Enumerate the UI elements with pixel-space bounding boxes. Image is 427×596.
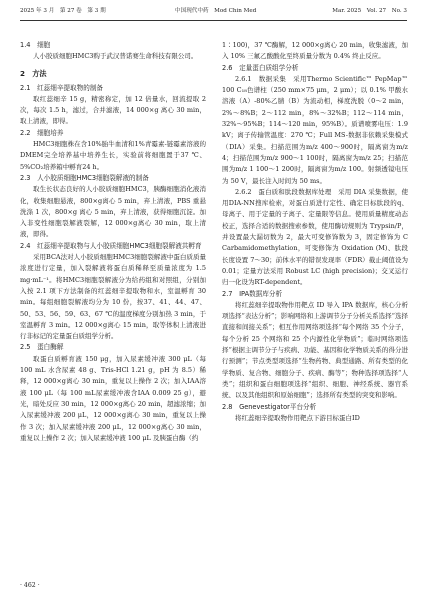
section-2-3-text: 取生长状态良好的人小胶质细胞HMC3，胰酶细胞消化液消化，收集细胞悬液，800×g离心 5 min，弃上清液，PBS 重悬洗涤 1 次，800×g 离心 5 min，弃上清液，获得细胞沉淀。加入非变性细胞裂解液裂解，12 000×g离心 30 min，取上清液，即得。: [20, 185, 206, 239]
section-2-3-title: 2.3 人小胶质细胞HMC3细胞裂解液的制备: [20, 173, 149, 182]
section-2-8-text: 将红蕊细辛提取物作用靶点下游目标蛋白ID: [235, 413, 360, 422]
page-number: · 462 ·: [20, 582, 40, 589]
section-2-4-text: 采用BCA法对人小胶质细胞HMC3细胞裂解液中蛋白质质量浓度进行定量，加入裂解液将蛋白质稀释至质量浓度为 1.5 mg·mL⁻¹。将HMC3细胞裂解液分为给药组和对照组，分别加入按 2.1 项下方法制备的红蕊细辛提取物和水，室温孵育 30 min。每组细胞裂解液均分为 10 份，按37、41、44、47、50、53、56、59、63、67 ℃的温度梯度分别加热 3 min，于室温孵育 3 min。12 000×g离心 15 min，取等体积上清液进行非标记的定量蛋白质组学分析。: [20, 253, 206, 341]
header-issue-cn: 2025 年 3 月 第 27 卷 第 3 期: [20, 8, 106, 14]
section-2-title: 2 方法: [20, 68, 47, 78]
section-1-4-title: 1.4 细胞: [20, 41, 51, 49]
section-2-6-title: 2.6 定量蛋白质组学分析: [222, 63, 299, 72]
section-2-5-text: 取蛋白质孵育液 150 μg，加入尿素缓冲液 300 μL（每 100 mL 水含尿素 48 g、Tris-HCl 1.21 g，pH 为 8.5）稀释，12 000×g离心 30 min，重复以上操作 2 次；加入IAA溶液 100 μL（每 100 mL尿素缓冲液含IAA 0.009 25 g），避光，暗处反应 30 min，12 000×g离心 20 min，超滤浓缩；加入尿素缓冲液 200 μL，12 000×g离心 30 min，重复以上操作 3 次；加入尿素缓冲液 200 μL，12 000×g离心 30 min，重复以上操作 2 次；加入尿素缓冲液 100 μL 及胰蛋白酶（约: [20, 354, 207, 442]
section-2-7-title: 2.7 IPA数据库分析: [222, 289, 283, 298]
right-column: [222, 40, 408, 424]
left-column: [20, 40, 206, 444]
section-2-1-text: 取红蕊细辛 15 g，精密称定，加 12 倍量水，回流提取 2 次，每次 1.5 h，滤过，合并滤液，14 000×g 离心 30 min，取上清液，即得。: [20, 94, 206, 126]
section-2-2-title: 2.2 细胞培养: [20, 128, 64, 137]
section-2-1-title: 2.1 红蕊细辛提取物的制备: [20, 83, 104, 92]
section-2-6-2-text: 2.6.2 蛋白质和肽段数据库处理 采用 DIA 采集数据，使用DIA-NN搜库检索，对蛋白质进行定性、确定目标肽段的q、母离子、用于定量的子离子、定量限等信息。使用质量精度动态校正，选择合适的数据搜索参数，使用酶切规则为 Trypsin/P，并设置最大漏切数为 2，最大可变修饰数为 3，固定修饰为 C Carbamidomethylation，可变修饰为 Oxidation (M)、肽段长度设置 7～30；前体水平的错误发现率（FDR）截止阈值设为 0.01；定量方法采用 Robust LC (high precision)；交叉运行归一化设为RT-dependent。: [222, 187, 408, 287]
section-2-4-title: 2.4 红蕊细辛提取物与人小胶质细胞HMC3细胞裂解液共孵育: [20, 241, 202, 250]
section-2-5-title: 2.5 蛋白酶解: [20, 343, 64, 352]
header-rule: [20, 20, 407, 21]
section-2-7-text: 将红蕊细辛提取物作用靶点 ID 导入 IPA 数据库，核心分析项选择“表达分析”；影响网络和上游调节分子分析关系选择“选择直接和间接关系”；相互作用网络项选择“每个网络 35 个分子，每个分析 25 个网络和 25 个内源性化学物质”；临时网络项选择“根据主调节分子与疾病、功能、基因和化学物质关系的得分进行预测”；节点类型项选择“生物药物、典型通路、所有类型的化学物质、复合物、细胞分子、疾病、酶等”；物种选择项选择“人类”；组织和蛋白细胞项选择“组织、细胞、神经系统、器官系统、以及其他组织和原始细胞”；选择所有类型的突变和影响。: [222, 300, 408, 400]
running-header: [20, 6, 407, 20]
section-2-2-text: HMC3细胞株在含10%胎牛血清和1%青霉素-链霉素溶液的DMEM完全培养基中培养生长，实验前将细胞置于37 ℃、5%CO₂培养箱中孵育24 h。: [20, 140, 206, 171]
section-1-4-text: 人小胶质细胞HMC3购于武汉普诺赛生命科技有限公司。: [33, 52, 198, 61]
section-2-8-title: 2.8 Genevestigator平台分析: [222, 402, 317, 411]
section-2-6-1-text: 2.6.1 数据采集 采用Thermo Scientific™ PepMap™ 100 C₁₈色谱柱（250 mm×75 μm，2 μm）；以 0.1% 甲酸水溶液（A）-80%乙腈（B）为流动相，梯度洗脱（0～2 min，2%～8%B；2～112 min，8%～32%B；112～114 min，32%～95%B；114～120 min，95%B）。质谱喷雾电压：1.9 kV；离子传输管温度：270 ℃；Full MS-数据非依赖采集模式（DIA）采集。扫描范围为m/z 400～900时，隔离窗为m/z 4；扫描范围为m/z 900～1 100时，隔离窗为m/z 25；扫描范围为m/z 1 100～1 200时，隔离窗为m/z 100。射频透镜电压为 50 V，最长注入时间为 50 ms。: [222, 74, 408, 185]
header-issue-en: Mar. 2025 Vol. 27 No. 3: [332, 8, 407, 14]
header-journal-name: 中国现代中药 Mod Chin Med: [175, 8, 257, 14]
section-2-5-continued: 1∶100)，37 ℃酶解，12 000×g离心 20 min，收集滤液，加入 10% 三氟乙酸酸化至终质量分数为 0.4% 终止反应。: [222, 41, 408, 61]
